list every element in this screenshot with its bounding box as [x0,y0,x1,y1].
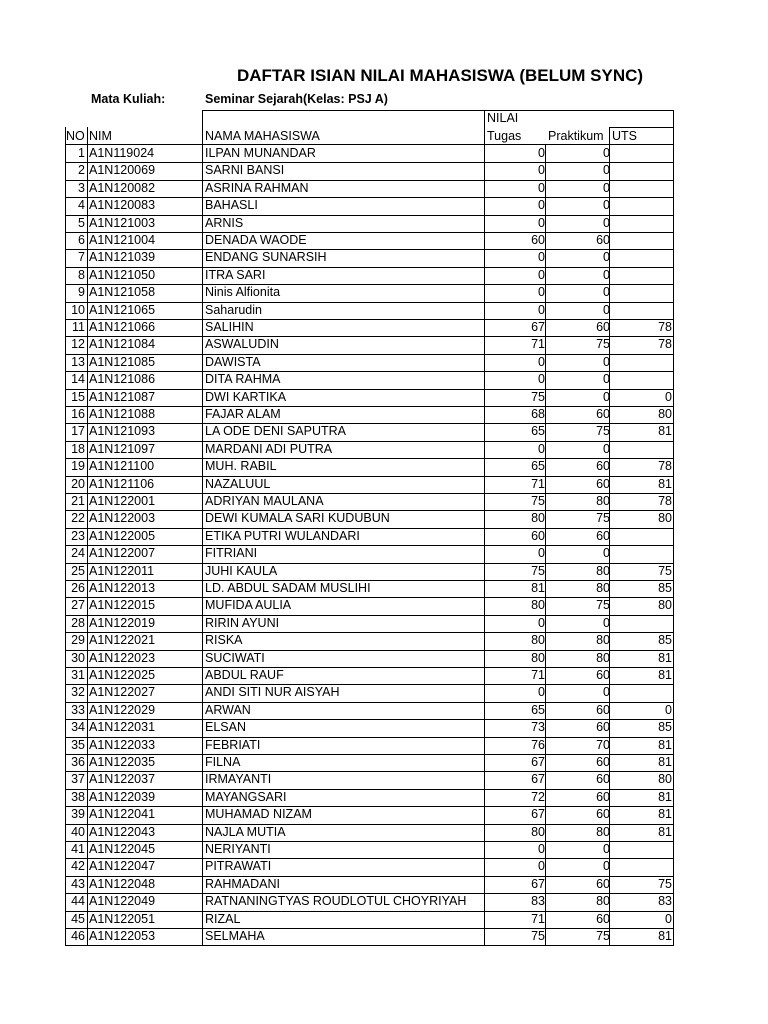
cell-nim: A1N120083 [89,198,156,213]
cell-no: 11 [72,320,85,334]
cell-no: 14 [71,372,85,387]
cell-no: 6 [78,233,85,247]
cell-tugas: 0 [538,285,545,300]
cell-nama: ASRINA RAHMAN [205,180,309,195]
cell-no: 31 [71,668,85,682]
cell-uts [611,858,672,875]
cell-tugas: 0 [538,372,545,387]
cell-nama: JUHI KAULA [205,563,278,578]
cell-no: 10 [71,302,85,317]
cell-uts [611,215,672,232]
cell-uts [611,197,672,214]
cell-tugas: 65 [531,424,545,439]
cell-no: 32 [71,685,85,700]
cell-no: 41 [71,842,85,856]
cell-nim: A1N122003 [89,511,156,526]
cell-nama: MUH. RABIL [205,459,277,474]
cell-nim: A1N119024 [89,146,155,160]
cell-nim: A1N122023 [89,650,156,665]
cell-nim: A1N122041 [89,807,156,822]
cell-tugas: 0 [538,842,545,856]
cell-uts: 78 [658,494,672,508]
cell-tugas: 0 [538,546,545,561]
cell-no: 45 [71,911,85,926]
cell-tugas: 80 [531,511,545,526]
cell-tugas: 80 [531,598,545,613]
cell-uts [611,145,672,162]
cell-nama: DAWISTA [205,354,261,369]
cell-tugas: 67 [531,320,545,334]
cell-nama: ASWALUDIN [205,337,279,352]
cell-no: 4 [78,198,85,213]
cell-tugas: 0 [538,615,545,630]
cell-no: 37 [71,772,85,787]
cell-praktikum: 0 [603,615,610,630]
cell-nama: ADRIYAN MAULANA [205,494,324,508]
cell-uts: 81 [658,668,672,682]
cell-uts: 81 [658,476,672,491]
cell-uts [611,528,672,545]
header-praktikum: Praktikum [548,129,604,143]
cell-tugas: 0 [538,215,545,230]
cell-praktikum: 80 [596,633,610,648]
cell-nama: ITRA SARI [205,267,266,282]
cell-no: 36 [71,755,85,769]
cell-tugas: 0 [538,354,545,369]
cell-uts [611,302,672,319]
cell-nama: IRMAYANTI [205,772,272,787]
cell-tugas: 71 [531,337,545,352]
cell-nim: A1N122043 [89,824,156,839]
cell-praktikum: 0 [603,546,610,561]
cell-no: 15 [71,389,85,404]
cell-no: 3 [78,180,85,195]
cell-no: 30 [71,650,85,665]
cell-nim: A1N122001 [89,494,156,508]
page-title: DAFTAR ISIAN NILAI MAHASISWA (BELUM SYNC) [236,66,644,85]
cell-nama: ARWAN [205,702,251,717]
cell-tugas: 76 [531,737,545,752]
grid-line [202,110,674,111]
cell-tugas: 83 [531,894,545,909]
cell-nama: DEWI KUMALA SARI KUDUBUN [205,511,390,526]
cell-praktikum: 0 [603,372,610,387]
cell-tugas: 81 [531,581,545,595]
cell-praktikum: 60 [596,476,610,491]
cell-no: 20 [71,476,85,491]
cell-no: 2 [78,163,85,178]
cell-no: 39 [71,807,85,822]
cell-tugas: 65 [531,459,545,474]
cell-nim: A1N122033 [89,737,156,752]
cell-tugas: 67 [531,755,545,769]
cell-praktikum: 80 [596,894,610,909]
cell-nama: ETIKA PUTRI WULANDARI [205,528,360,543]
header-nim: NIM [89,129,112,143]
cell-nim: A1N122021 [89,633,156,648]
cell-uts [611,249,672,266]
cell-praktikum: 0 [603,302,610,317]
header-uts: UTS [612,129,637,143]
cell-no: 34 [71,720,85,735]
cell-praktikum: 0 [603,250,610,265]
cell-praktikum: 60 [596,772,610,787]
cell-nama: RAHMADANI [205,876,281,891]
cell-no: 7 [78,250,85,265]
mata-kuliah-label: Mata Kuliah: [91,92,166,106]
cell-uts: 83 [658,894,672,909]
cell-tugas: 60 [531,528,545,543]
cell-tugas: 0 [538,859,545,874]
cell-tugas: 0 [538,250,545,265]
cell-no: 1 [78,146,85,160]
cell-tugas: 0 [538,163,545,178]
cell-no: 33 [71,702,85,717]
cell-uts [611,284,672,301]
cell-uts: 81 [658,737,672,752]
cell-uts: 81 [658,807,672,822]
cell-uts: 0 [665,389,672,404]
cell-tugas: 75 [531,929,545,943]
cell-nim: A1N122015 [89,598,156,613]
cell-uts: 78 [658,459,672,474]
cell-praktikum: 0 [603,180,610,195]
cell-tugas: 71 [531,476,545,491]
cell-tugas: 80 [531,824,545,839]
cell-praktikum: 75 [596,511,610,526]
cell-praktikum: 60 [596,702,610,717]
cell-no: 43 [71,876,85,891]
cell-no: 25 [71,563,85,578]
cell-nim: A1N122049 [89,894,156,909]
cell-nama: BAHASLI [205,198,258,213]
cell-no: 28 [71,615,85,630]
cell-praktikum: 60 [596,755,610,769]
cell-uts [611,180,672,197]
cell-nim: A1N122037 [89,772,156,787]
cell-nim: A1N121085 [89,354,156,369]
cell-praktikum: 60 [596,911,610,926]
cell-nama: NAJLA MUTIA [205,824,286,839]
cell-praktikum: 0 [603,354,610,369]
cell-nama: FITRIANI [205,546,258,561]
cell-uts: 81 [658,824,672,839]
cell-praktikum: 0 [603,842,610,856]
cell-nim: A1N121050 [89,267,156,282]
cell-uts: 80 [658,772,672,787]
cell-no: 44 [71,894,85,909]
cell-no: 35 [71,737,85,752]
cell-praktikum: 80 [596,650,610,665]
cell-tugas: 67 [531,876,545,891]
cell-uts [611,354,672,371]
cell-nim: A1N122035 [89,755,156,769]
cell-praktikum: 70 [596,737,610,752]
cell-nama: RIZAL [205,911,241,926]
cell-nama: DWI KARTIKA [205,389,287,404]
cell-nama: NERIYANTI [205,842,271,856]
cell-nim: A1N122039 [89,789,156,804]
cell-nim: A1N122019 [89,615,156,630]
cell-praktikum: 60 [596,528,610,543]
cell-uts: 80 [658,511,672,526]
cell-tugas: 60 [531,233,545,247]
cell-no: 29 [71,633,85,648]
cell-nim: A1N121004 [89,233,156,247]
cell-nim: A1N121084 [89,337,156,352]
cell-nama: SARNI BANSI [205,163,285,178]
cell-nama: LD. ABDUL SADAM MUSLIHI [205,581,371,595]
cell-nama: DITA RAHMA [205,372,281,387]
cell-nim: A1N121100 [89,459,155,474]
cell-nim: A1N122048 [89,876,156,891]
cell-praktikum: 0 [603,215,610,230]
cell-nim: A1N121093 [89,424,156,439]
cell-tugas: 73 [531,720,545,735]
cell-nama: MAYANGSARI [205,789,287,804]
cell-no: 13 [71,354,85,369]
cell-nim: A1N122047 [89,859,156,874]
cell-praktikum: 60 [596,459,610,474]
cell-nama: ABDUL RAUF [205,668,284,682]
cell-praktikum: 60 [596,876,610,891]
cell-tugas: 67 [531,772,545,787]
cell-uts [611,371,672,388]
cell-no: 26 [71,581,85,595]
cell-nim: A1N121087 [89,389,156,404]
cell-tugas: 0 [538,146,545,160]
cell-no: 46 [71,929,85,943]
cell-praktikum: 0 [603,198,610,213]
cell-tugas: 71 [531,911,545,926]
cell-no: 24 [71,546,85,561]
cell-nim: A1N121097 [89,441,156,456]
cell-praktikum: 60 [596,407,610,421]
cell-uts [611,441,672,458]
cell-nama: ENDANG SUNARSIH [205,250,327,265]
cell-tugas: 0 [538,441,545,456]
cell-nim: A1N122013 [89,581,156,595]
cell-nim: A1N122053 [89,929,156,943]
cell-nim: A1N121065 [89,302,156,317]
cell-tugas: 68 [531,407,545,421]
cell-nama: SUCIWATI [205,650,265,665]
cell-praktikum: 80 [596,581,610,595]
cell-nama: PITRAWATI [205,859,272,874]
cell-praktikum: 0 [603,163,610,178]
cell-praktikum: 80 [596,494,610,508]
cell-nama: MUFIDA AULIA [205,598,292,613]
cell-uts: 75 [658,876,672,891]
header-nilai: NILAI [487,111,519,125]
cell-uts [611,267,672,284]
cell-praktikum: 60 [596,789,610,804]
cell-no: 9 [78,285,85,300]
cell-nama: Saharudin [205,302,262,317]
cell-uts: 85 [658,633,672,648]
cell-nim: A1N122007 [89,546,156,561]
cell-no: 27 [71,598,85,613]
cell-nim: A1N121066 [89,320,156,334]
cell-no: 42 [71,859,85,874]
cell-tugas: 71 [531,668,545,682]
cell-praktikum: 60 [596,807,610,822]
cell-uts: 78 [658,320,672,334]
cell-no: 38 [71,789,85,804]
cell-tugas: 0 [538,685,545,700]
cell-tugas: 65 [531,702,545,717]
cell-praktikum: 75 [596,598,610,613]
mata-kuliah-value: Seminar Sejarah(Kelas: PSJ A) [205,92,388,106]
cell-praktikum: 60 [596,320,610,334]
cell-tugas: 0 [538,198,545,213]
cell-tugas: 75 [531,389,545,404]
cell-uts: 75 [658,563,672,578]
cell-tugas: 75 [531,494,545,508]
cell-no: 8 [78,267,85,282]
cell-nim: A1N121088 [89,407,156,421]
cell-nama: NAZALUUL [205,476,271,491]
cell-uts [611,684,672,701]
cell-praktikum: 60 [596,720,610,735]
cell-tugas: 80 [531,650,545,665]
cell-nama: RATNANINGTYAS ROUDLOTUL CHOYRIYAH [205,894,467,909]
cell-nim: A1N122051 [89,911,156,926]
cell-nim: A1N122045 [89,842,156,856]
cell-nim: A1N121058 [89,285,156,300]
cell-no: 16 [71,407,85,421]
cell-nama: FAJAR ALAM [205,407,281,421]
cell-no: 19 [71,459,85,474]
cell-tugas: 72 [531,789,545,804]
cell-tugas: 80 [531,633,545,648]
cell-praktikum: 60 [596,668,610,682]
cell-nama: ANDI SITI NUR AISYAH [205,685,340,700]
cell-nama: DENADA WAODE [205,233,307,247]
cell-nim: A1N122005 [89,528,156,543]
cell-nama: RISKA [205,633,243,648]
cell-no: 22 [71,511,85,526]
cell-praktikum: 0 [603,441,610,456]
cell-uts [611,162,672,179]
cell-nama: ILPAN MUNANDAR [205,146,316,160]
grid-line [87,127,88,945]
cell-praktikum: 60 [596,233,610,247]
cell-tugas: 0 [538,267,545,282]
grid-line [202,110,203,945]
cell-nim: A1N120082 [89,180,156,195]
cell-nama: SELMAHA [205,929,265,943]
cell-uts [611,841,672,858]
cell-no: 12 [71,337,85,352]
cell-nim: A1N122025 [89,668,156,682]
cell-uts: 81 [658,424,672,439]
cell-nama: FEBRIATI [205,737,261,752]
header-tugas: Tugas [487,129,522,143]
cell-praktikum: 0 [603,389,610,404]
cell-no: 40 [71,824,85,839]
cell-nim: A1N121086 [89,372,156,387]
cell-nama: MARDANI ADI PUTRA [205,441,333,456]
cell-uts: 80 [658,598,672,613]
cell-tugas: 0 [538,302,545,317]
cell-praktikum: 80 [596,563,610,578]
cell-tugas: 0 [538,180,545,195]
cell-nim: A1N122027 [89,685,156,700]
cell-praktikum: 0 [603,685,610,700]
header-nama: NAMA MAHASISWA [205,129,320,143]
cell-nama: SALIHIN [205,320,254,334]
cell-uts: 0 [665,911,672,926]
cell-uts: 85 [658,581,672,595]
cell-praktikum: 80 [596,824,610,839]
cell-praktikum: 75 [596,424,610,439]
cell-uts: 0 [665,702,672,717]
cell-no: 17 [71,424,85,439]
cell-nim: A1N121039 [89,250,156,265]
cell-uts: 78 [658,337,672,352]
cell-nama: MUHAMAD NIZAM [205,807,312,822]
cell-no: 23 [71,528,85,543]
cell-uts: 81 [658,929,672,943]
cell-nim: A1N120069 [89,163,156,178]
cell-uts [611,232,672,249]
header-no: NO [66,129,85,143]
cell-uts [611,615,672,632]
cell-uts [611,545,672,562]
cell-praktikum: 0 [603,267,610,282]
cell-uts: 85 [658,720,672,735]
cell-nama: RIRIN AYUNI [205,615,280,630]
cell-praktikum: 0 [603,146,610,160]
cell-nama: Ninis Alfionita [205,285,281,300]
cell-uts: 81 [658,789,672,804]
cell-nim: A1N122031 [89,720,156,735]
cell-uts: 81 [658,650,672,665]
cell-nim: A1N122011 [89,563,155,578]
cell-nama: FILNA [205,755,241,769]
cell-praktikum: 75 [596,337,610,352]
cell-nim: A1N122029 [89,702,156,717]
cell-nim: A1N121106 [89,476,155,491]
cell-tugas: 67 [531,807,545,822]
cell-praktikum: 0 [603,285,610,300]
cell-no: 21 [71,494,85,508]
cell-no: 5 [78,215,85,230]
cell-nama: LA ODE DENI SAPUTRA [205,424,347,439]
cell-nama: ARNIS [205,215,244,230]
cell-praktikum: 0 [603,859,610,874]
cell-uts: 80 [658,407,672,421]
cell-tugas: 75 [531,563,545,578]
grid-line [673,110,674,945]
cell-no: 18 [71,441,85,456]
cell-uts: 81 [658,755,672,769]
cell-praktikum: 75 [596,929,610,943]
cell-nama: ELSAN [205,720,246,735]
cell-nim: A1N121003 [89,215,156,230]
